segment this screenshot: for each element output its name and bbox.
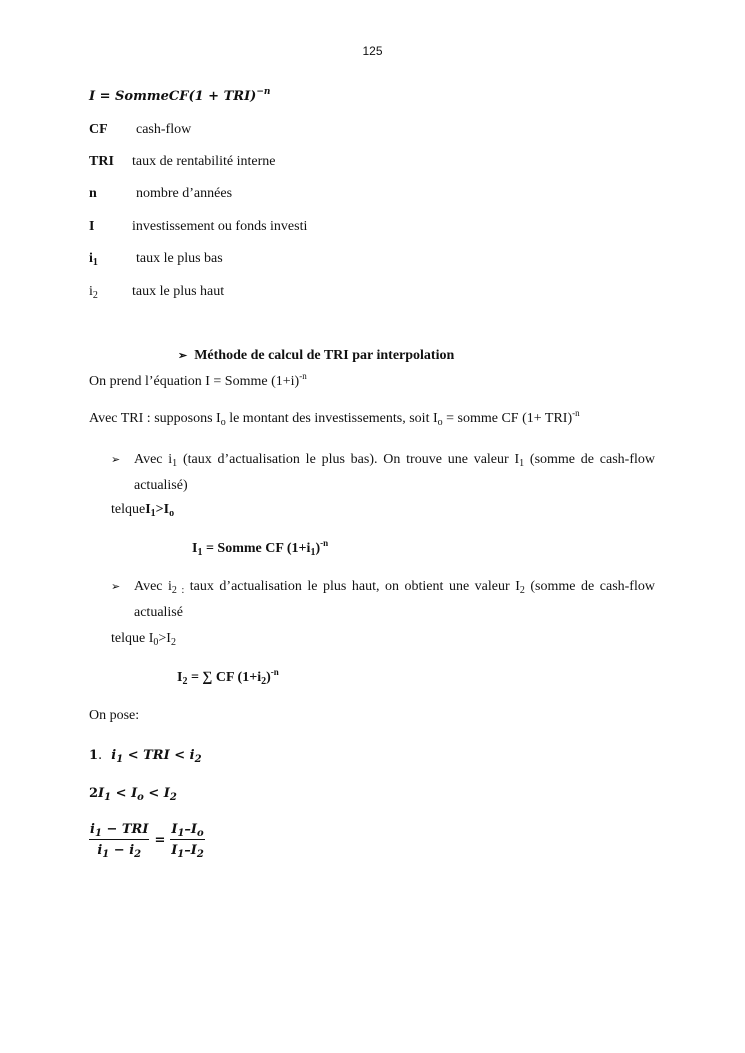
bullet-paragraph-2: Avec $i_{2 :}$ taux d’actualisation le plus haut, on obtient une valeur $I_2$ (somme de cash-flow actualisé — [134, 579, 655, 620]
condition-2: telque $I_0>I_2$ — [111, 631, 176, 648]
definition-text-tri: taux de rentabilité interne — [132, 154, 276, 169]
formula-exponent: −n — [256, 87, 271, 97]
right-numerator: $I_1-I_o$ — [171, 822, 204, 839]
arrow-bullet-icon: ➢ — [111, 581, 121, 593]
definition-term-tri: TRI — [89, 154, 114, 169]
definition-term-i: I — [89, 219, 95, 234]
definition-text-cf: cash-flow — [136, 122, 192, 137]
left-numerator: $i_1$ − TRI — [90, 822, 149, 839]
formula-i1: $I_1$ = Somme CF $(1+i_1)^{-n}$ — [192, 538, 329, 558]
arrow-bullet-icon: ➢ — [111, 454, 121, 466]
right-fraction — [170, 822, 204, 858]
left-denominator: $i_1 - i_2$ — [97, 843, 142, 860]
step-2-inequality: $2I_1 < I_o < I_2$ — [89, 786, 177, 803]
definition-term-i1: $i_1$ — [89, 251, 98, 268]
interpolation-fraction — [89, 822, 205, 858]
definition-term-n: n — [89, 186, 97, 201]
on-pose-label: On pose: — [89, 708, 140, 723]
formula-lhs: I — [89, 89, 96, 104]
section-heading — [178, 348, 454, 364]
arrow-bullet-icon: ➢ — [178, 350, 188, 362]
formula-rhs: SommeCF(1 + TRI) — [115, 89, 257, 104]
main-formula — [89, 89, 270, 104]
section-title: Méthode de calcul de TRI par interpolation — [194, 348, 455, 363]
definition-text-i: investissement ou fonds investi — [132, 219, 308, 234]
equals-sign: = — [154, 832, 166, 848]
definition-text-i2: taux le plus haut — [132, 284, 225, 299]
condition-1: $telqueI_1>I_o$ — [111, 502, 175, 519]
avec-tri-line: Avec TRI : supposons $I_o$ le montant des investissements, soit $I_o$ = somme CF (1+ TRI)$^{-n}$ — [89, 408, 580, 428]
step-1-inequality: 1. $i_1$ < TRI < $i_2$ — [89, 748, 202, 765]
equation-line: On prend l’équation I = Somme $(1+i)^{-n}$ — [89, 371, 307, 389]
formula-i2: $I_2$ = ∑ CF $(1+i_2)^{-n}$ — [177, 667, 279, 687]
definition-term-cf: CF — [89, 122, 108, 137]
right-denominator: $I_1-I_2$ — [171, 843, 204, 860]
bullet-paragraph-1: Avec $i_1$ (taux d’actualisation le plus bas). On trouve une valeur $I_1$ (somme de cash-flow actualisé) — [134, 452, 655, 493]
definition-text-i1: taux le plus bas — [136, 251, 223, 266]
page-number: 125 — [362, 44, 383, 58]
definition-text-n: nombre d’années — [136, 186, 233, 201]
left-fraction — [89, 822, 149, 858]
definition-term-i2: $i_2$ — [89, 284, 98, 301]
formula-eq: = — [95, 89, 116, 104]
